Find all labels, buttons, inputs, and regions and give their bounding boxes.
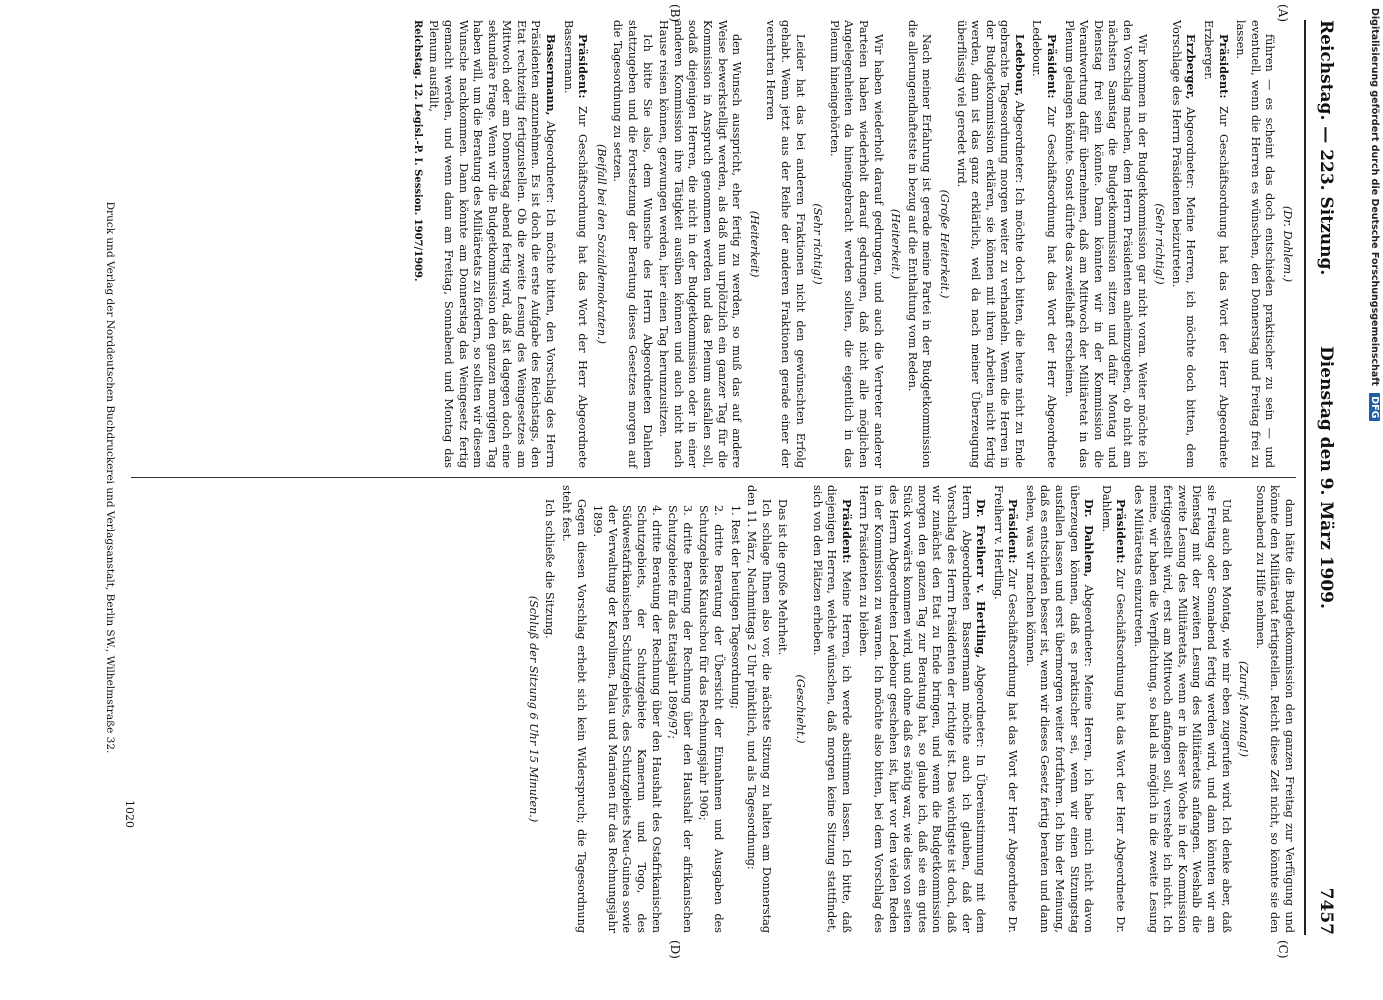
speaker-name: Präsident: <box>1006 499 1021 564</box>
speaker-name: Bassermann, <box>544 34 559 116</box>
left-column <box>126 20 1296 468</box>
margin-marker-a: (A) <box>1276 4 1290 23</box>
interjection: (Heiterkeit.) <box>889 208 903 280</box>
speaker-name: Präsident: <box>839 499 854 564</box>
speaker-name: Präsident: <box>1216 34 1231 99</box>
header-page-number: 7457 <box>1316 887 1336 935</box>
agenda-item: 2. dritte Beratung der Übersicht der Einnahmen und Ausgaben des Schutzgebiets Kiautschou für das Rechnungsjahr 1906; <box>697 505 726 933</box>
speaker-name: Erzberger, <box>1184 34 1199 100</box>
speech-text: Zur Geschäftsordnung hat das Wort der Herr Abgeordnete Bassermann. <box>561 20 590 468</box>
body-paragraph: Wir haben wiederholt darauf gedrungen, und auch die Vertreter anderer Parteien haben wiederholt darauf gedrungen, daß nicht alle möglichen Angelegenheiten da hineingebracht werden sollten, die eigentlich in das Plenum hineingehörten. <box>827 20 885 468</box>
margin-marker-b: (B) <box>668 4 682 23</box>
body-paragraph: Und auch den Montag, wie mir eben zugerufen wird. Ich denke aber, daß sie Freitag oder Sonnabend fertig werden wird, und dann könnten wir am Dienstag mit der zweiten Lesung des Militäretats anfangen. Weshalb die zweite Lesung des Militäretats, wenn er in dieser Woche in der Kommission fertiggestellt wird, erst am Mittwoch anfangen soll, verstehe ich nicht. Ich meine, wir haben die Verpflichtung, so bald als möglich in die zweite Lesung des Militäretats einzutreten. <box>1132 485 1233 933</box>
document-page <box>52 0 1372 959</box>
speech-paragraph <box>990 485 1020 933</box>
body-paragraph: Wir kommen in der Budgetkommission gar nicht voran. Weiter möchte ich den Vorschlag machen, dem Herrn Präsidenten anheimzugeben, ob nicht am nächsten Samstag die Budgetkommission sitzen und dafür Montag und Dienstag frei sein könnte. Dann könnten wir in der Kommission die Verantwortung dafür übernehmen, daß am Mittwoch der Militäretat in das Plenum gelangen könnte. Sonst dürfte das zweifelhaft erscheinen. <box>1062 20 1149 468</box>
dfg-logo: DFG <box>1369 393 1380 421</box>
speech-paragraph <box>1200 20 1230 468</box>
speech-paragraph <box>1029 20 1059 468</box>
agenda-item: 4. dritte Beratung der Rechnung über den Haushalt des Ostafrikanischen Schutzgebiets, der Schutzgebiete Kamerun und Togo, des Südwestafrikanischen Schutzgebiets, des Schutzgebiets Neu-Guinea sowie der Verwaltung der Karolinen, Palau und Marianen für das Rechnungsjahr 1899. <box>591 505 663 933</box>
interjection: (Heiterkeit) <box>747 210 761 278</box>
body-paragraph: Das ist die große Mehrheit. <box>776 499 790 656</box>
page-header <box>1308 20 1336 935</box>
interjection: (Geschieht.) <box>794 674 807 744</box>
speech-text: Meine Herren, ich werde abstimmen lassen. Ich bitte, daß diejenigen Herren, welche wünschen, daß morgen keine Sitzung stattfindet, sich von den Plätzen erheben. <box>810 485 853 933</box>
speech-text: Abgeordneter: Ich möchte bitten, den Vorschlag des Herrn Präsidenten anzunehmen. Es ist doch die erste Aufgabe des Reichstags, den Etat rechtzeitig fertigzustellen. Ob die zweite Lesung des Weingesetzes am Mittwoch oder am Donnerstag abend fertig wird, daß ist dagegen doch eine sekundäre Frage. Wenn wir die Budgetkommission den ganzen morgigen Tag haben will, um die Beratung des Militäretats zu fördern, so sollten wir diesem Wunsche nachkommen. Dann könnte am Donnerstag das Weingesetz fertig gemacht werden, und wenn dann am Freitag, Sonnabend und Montag das Plenum ausfällt, <box>427 20 558 468</box>
body-paragraph: Ich schlage Ihnen also vor, die nächste Sitzung zu halten am Donnerstag den 11. März, Nachmittags 2 Uhr pünktlich, und als Tagesordnung: <box>745 485 773 933</box>
sheet-number: 1020 <box>123 800 136 828</box>
speech-paragraph <box>1098 485 1128 933</box>
speech-text: Zur Geschäftsordnung hat das Wort der Herr Abgeordnete Dr. Dahlem. <box>1099 485 1128 933</box>
interjection: (Sehr richtig!) <box>811 203 825 285</box>
margin-marker-c: (C) <box>1276 940 1290 959</box>
body-paragraph: dann hätte die Budgetkommission den ganzen Freitag zur Verfügung und könnte den Militäretat fertigstellen. Reicht diese Zeit nicht, so könnte sie den Sonnabend zu Hilfe nehmen. <box>1253 485 1296 933</box>
margin-marker-d: (D) <box>668 940 682 959</box>
speaker-name: Ledebour, <box>1012 34 1027 97</box>
speech-paragraph <box>1022 485 1096 933</box>
speech-paragraph <box>426 20 558 468</box>
column-divider <box>131 477 1296 478</box>
speech-paragraph <box>560 20 590 468</box>
speech-paragraph <box>809 485 854 933</box>
header-rule <box>1304 20 1306 935</box>
body-paragraph: Nach meiner Erfahrung ist gerade meine Partei in der Budgetkommission die allerungendhaftetste in bezug auf die Enthaltung vom Reden. <box>905 20 934 468</box>
interjection: (Große Heiterkeit.) <box>937 189 951 299</box>
body-paragraph: führen — es scheint das doch entschieden praktischer zu sein — und eventuell, wenn die Herren es wünschen, den Donnerstag und Freitag frei zu lassen. <box>1234 20 1277 468</box>
speech-text: Abgeordneter: Meine Herren, ich möchte doch bitten, dem Vorschlage des Herrn Präsidenten beizutreten. <box>1169 20 1198 468</box>
printer-footer: Druck und Verlag der Norddeutschen Buchdruckerei und Verlagsanstalt, Berlin SW., Wilhelmstraße 32. <box>104 201 116 754</box>
digitization-text: Digitalisierung gefördert durch die Deutsche Forschungsgemeinschaft <box>1369 8 1380 386</box>
agenda-item: 1. Rest der heutigen Tagesordnung; <box>728 505 742 709</box>
interjection: (Dr. Dahlem.) <box>1281 205 1294 283</box>
speech-paragraph <box>953 20 1027 468</box>
interjection: (Sehr richtig!) <box>1153 203 1167 285</box>
speaker-name: Dr. Dahlem, <box>1082 499 1097 578</box>
speech-text: Zur Geschäftsordnung hat das Wort der Herr Abgeordnete Erzberger. <box>1202 20 1230 468</box>
session-footer: Reichstag. 12. Legisl.-P. I. Session. 1907/1909. <box>411 20 423 282</box>
body-paragraph: den Wunsch ausspricht, eher fertig zu werden, so muß das auf andere Weise bewerkstelligt werden, als daß nun urplötzlich ein ganzer Tag für die Kommission in Anspruch genommen werden und das Plenum ausfallen soll, sodaß diejenigen Herren, die nicht in der Budgetkommission oder in einer anderen Kommission ihre Tätigkeit ausüben können und auch nicht nach Hause reisen können, gezwungen werden, hier einen Tag herumzusitzen. <box>657 20 744 468</box>
header-left: Reichstag. — 223. Sitzung. <box>1316 20 1336 276</box>
speech-paragraph <box>856 485 988 933</box>
body-paragraph: Gegen diesen Vorschlag erhebt sich kein Widerspruch; die Tagesordnung steht fest. <box>560 485 588 933</box>
right-column <box>126 485 1296 933</box>
speaker-name: Präsident: <box>576 34 591 99</box>
speech-text: Zur Geschäftsordnung hat das Wort der Herr Abgeordnete Ledebour. <box>1030 20 1059 468</box>
speech-text: Abgeordneter: Ich möchte doch bitten, die heute nicht zu Ende gebrachte Tagesordnung morgen weiter zu verhandeln. Wenn die Herren in der Budgetkommission erklären, sie können mit ihren Arbeiten nicht fertig werden, dann ist das ganz erklärlich, weil da nach meiner Überzeugung überflüssig viel geredet wird. <box>954 20 1026 468</box>
body-paragraph: Leider hat das bei anderen Fraktionen nicht den gewünschten Erfolg gehabt. Wenn jetzt aus der Reihe der anderen Fraktionen gerade einer der verehrten Herren <box>764 20 807 468</box>
digitization-note <box>1369 8 1380 993</box>
speech-text: Zur Geschäftsordnung hat das Wort der Herr Abgeordnete Dr. Freiherr v. Hertling. <box>991 485 1020 933</box>
speech-text: Abgeordneter: Meine Herren, ich habe mich nicht davon überzeugen können, daß es praktischer sei, wenn wir einen Sitzungstag ausfallen lassen und erst übermorgen weiter fortfahren. Ich bin der Meinung, daß es entschieden besser ist, wenn wir dieses Gesetz fertig beraten und dann sehen, was wir machen können. <box>1023 485 1096 934</box>
speaker-name: Präsident: <box>1045 34 1060 99</box>
agenda-item: 3. dritte Beratung der Rechnung über den Haushalt der afrikanischen Schutzgebiete für das Etatsjahr 1896/97; <box>666 505 694 933</box>
body-paragraph: Ich schließe die Sitzung. <box>543 499 557 639</box>
speech-text: Abgeordneter: In Übereinstimmung mit dem Herrn Abgeordneten Bassermann möchte auch ich glauben, daß der Vorschlag des Herrn Präsidenten der richtige ist. Das wichtigste ist doch, daß wir zunächst den Etat zu Ende bringen, und wenn die Budgetkommission morgen den ganzen Tag zur Beratung hat, so glaube ich, daß sie ein gutes Stück vorwärts kommen wird, und ohne daß es nötig war, wie dies von seiten des Herrn Abgeordneten Ledebour geschehen ist, hier vor den vielen Reden in der Kommission zu warnen. Ich möchte also bitten, bei dem Vorschlag des Herrn Präsidenten zu bleiben. <box>857 485 988 933</box>
header-date: Dienstag den 9. März 1909. <box>1316 346 1336 609</box>
interjection: (Zuruf: Montag!) <box>1237 661 1251 757</box>
body-paragraph: Ich bitte Sie also, dem Wunsche des Herrn Abgeordneten Dahlem stattzugeben und die Fortsetzung der Beratung dieses Gesetzes morgen auf die Tagesordnung zu setzen. <box>611 20 654 468</box>
interjection: (Schluß der Sitzung 6 Uhr 15 Minuten.) <box>526 595 540 823</box>
interjection: (Beifall bei den Sozialdemokraten.) <box>594 143 608 345</box>
speaker-name: Dr. Freiherr v. Hertling, <box>974 499 989 659</box>
speech-paragraph <box>1168 20 1198 468</box>
speaker-name: Präsident: <box>1114 499 1129 564</box>
